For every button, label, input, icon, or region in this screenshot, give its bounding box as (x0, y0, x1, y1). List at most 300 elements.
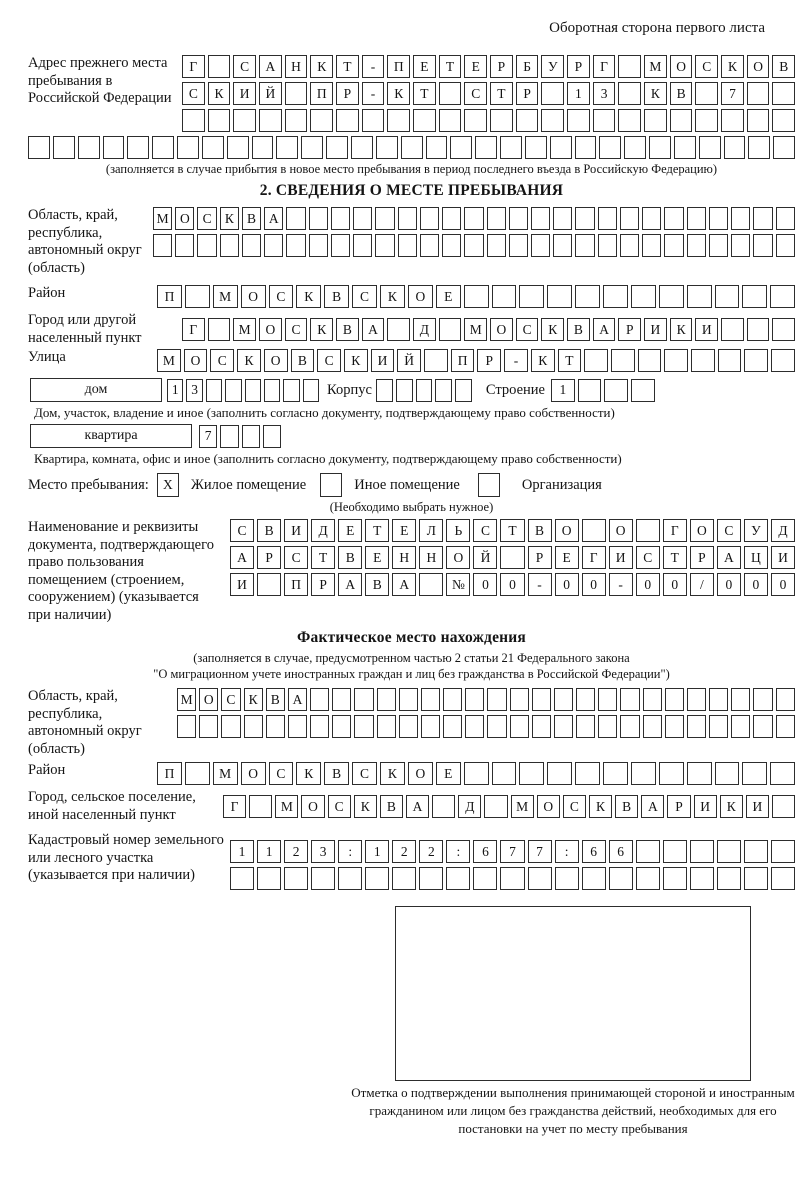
char-box[interactable]: К (296, 762, 321, 785)
char-box[interactable] (724, 136, 746, 159)
char-box[interactable] (776, 715, 795, 738)
char-box[interactable] (202, 136, 224, 159)
char-box[interactable]: 7 (500, 840, 524, 863)
char-box[interactable] (721, 109, 744, 132)
char-box[interactable] (620, 715, 639, 738)
char-box[interactable]: Т (439, 55, 462, 78)
char-box[interactable] (185, 762, 210, 785)
char-box[interactable] (225, 379, 241, 402)
char-box[interactable]: Ь (446, 519, 470, 542)
char-box[interactable] (473, 867, 497, 890)
char-box[interactable]: Е (365, 546, 389, 569)
char-box[interactable]: У (541, 55, 564, 78)
char-box[interactable]: М (644, 55, 667, 78)
char-box[interactable] (332, 688, 351, 711)
char-box[interactable] (553, 207, 572, 230)
char-box[interactable] (731, 207, 750, 230)
char-box[interactable] (618, 82, 641, 105)
char-box[interactable] (636, 867, 660, 890)
char-box[interactable]: Т (311, 546, 335, 569)
char-box[interactable] (776, 688, 795, 711)
char-box[interactable]: Е (392, 519, 416, 542)
char-box[interactable] (772, 795, 795, 818)
char-box[interactable]: А (392, 573, 416, 596)
char-box[interactable]: Д (311, 519, 335, 542)
char-box[interactable]: О (690, 519, 714, 542)
char-box[interactable]: 2 (284, 840, 308, 863)
char-box[interactable]: О (747, 55, 770, 78)
char-box[interactable]: П (157, 762, 182, 785)
char-box[interactable] (748, 136, 770, 159)
char-box[interactable] (490, 109, 513, 132)
char-box[interactable] (604, 379, 628, 402)
char-box[interactable]: Е (338, 519, 362, 542)
char-box[interactable]: 1 (567, 82, 590, 105)
char-box[interactable] (532, 715, 551, 738)
char-box[interactable] (663, 867, 687, 890)
char-box[interactable] (419, 573, 443, 596)
fact-oblast-row-2[interactable] (177, 715, 795, 738)
char-box[interactable] (492, 762, 517, 785)
char-box[interactable]: С (233, 55, 256, 78)
char-box[interactable]: Т (365, 519, 389, 542)
char-box[interactable] (365, 867, 389, 890)
char-box[interactable] (487, 688, 506, 711)
char-box[interactable] (242, 425, 260, 448)
kvartira-cells[interactable] (199, 425, 281, 448)
char-box[interactable]: Е (436, 285, 461, 308)
char-box[interactable] (772, 82, 795, 105)
char-box[interactable]: К (344, 349, 368, 372)
char-box[interactable]: Д (458, 795, 481, 818)
char-box[interactable] (664, 349, 688, 372)
char-box[interactable]: И (771, 546, 795, 569)
char-box[interactable] (413, 109, 436, 132)
korpus-cells[interactable] (376, 379, 472, 402)
char-box[interactable] (464, 762, 489, 785)
char-box[interactable]: Р (257, 546, 281, 569)
char-box[interactable]: Г (582, 546, 606, 569)
char-box[interactable] (283, 379, 299, 402)
char-box[interactable]: С (328, 795, 351, 818)
char-box[interactable] (636, 519, 660, 542)
char-box[interactable] (642, 207, 661, 230)
char-box[interactable] (500, 546, 524, 569)
char-box[interactable]: М (213, 762, 238, 785)
char-box[interactable] (747, 109, 770, 132)
char-box[interactable] (443, 715, 462, 738)
char-box[interactable] (197, 234, 216, 257)
char-box[interactable] (547, 285, 572, 308)
char-box[interactable]: В (615, 795, 638, 818)
char-box[interactable] (450, 136, 472, 159)
char-box[interactable]: 7 (199, 425, 217, 448)
char-box[interactable] (353, 207, 372, 230)
char-box[interactable]: 0 (771, 573, 795, 596)
char-box[interactable]: 0 (663, 573, 687, 596)
char-box[interactable] (331, 234, 350, 257)
char-box[interactable] (578, 379, 602, 402)
char-box[interactable]: В (772, 55, 795, 78)
char-box[interactable] (687, 207, 706, 230)
char-box[interactable]: Г (182, 318, 205, 341)
char-box[interactable]: С (352, 285, 377, 308)
char-box[interactable] (286, 207, 305, 230)
char-box[interactable] (636, 840, 660, 863)
char-box[interactable]: В (365, 573, 389, 596)
char-box[interactable] (620, 207, 639, 230)
char-box[interactable]: М (177, 688, 196, 711)
char-box[interactable] (301, 136, 323, 159)
char-box[interactable] (631, 285, 656, 308)
char-box[interactable] (663, 840, 687, 863)
char-box[interactable]: В (528, 519, 552, 542)
oblast-row-2[interactable] (153, 234, 795, 257)
char-box[interactable] (718, 349, 742, 372)
char-box[interactable] (554, 715, 573, 738)
char-box[interactable]: О (490, 318, 513, 341)
kadastr-row-2[interactable] (230, 867, 795, 890)
char-box[interactable] (252, 136, 274, 159)
char-box[interactable] (598, 715, 617, 738)
char-box[interactable]: В (291, 349, 315, 372)
prev-address-row-2[interactable] (182, 82, 795, 105)
char-box[interactable] (377, 715, 396, 738)
char-box[interactable] (593, 109, 616, 132)
char-box[interactable]: С (636, 546, 660, 569)
char-box[interactable] (687, 762, 712, 785)
char-box[interactable] (416, 379, 433, 402)
char-box[interactable] (742, 285, 767, 308)
char-box[interactable]: С (269, 762, 294, 785)
char-box[interactable] (753, 688, 772, 711)
char-box[interactable] (665, 715, 684, 738)
char-box[interactable] (206, 379, 222, 402)
char-box[interactable] (631, 379, 655, 402)
char-box[interactable]: К (354, 795, 377, 818)
char-box[interactable] (687, 688, 706, 711)
char-box[interactable] (276, 136, 298, 159)
char-box[interactable] (244, 715, 263, 738)
char-box[interactable] (326, 136, 348, 159)
char-box[interactable]: С (285, 318, 308, 341)
char-box[interactable] (220, 234, 239, 257)
char-box[interactable] (575, 762, 600, 785)
char-box[interactable] (500, 867, 524, 890)
char-box[interactable]: О (301, 795, 324, 818)
char-box[interactable]: О (408, 762, 433, 785)
char-box[interactable] (771, 867, 795, 890)
char-box[interactable]: А (593, 318, 616, 341)
char-box[interactable] (699, 136, 721, 159)
char-box[interactable] (387, 318, 410, 341)
char-box[interactable] (582, 519, 606, 542)
char-box[interactable] (249, 795, 272, 818)
char-box[interactable]: 0 (473, 573, 497, 596)
char-box[interactable]: А (717, 546, 741, 569)
doc-row-2[interactable] (230, 546, 795, 569)
char-box[interactable] (531, 207, 550, 230)
prev-address-row-3[interactable] (182, 109, 795, 132)
kvartira-field-box[interactable]: квартира (30, 424, 192, 448)
char-box[interactable]: Й (259, 82, 282, 105)
char-box[interactable] (399, 715, 418, 738)
char-box[interactable]: А (406, 795, 429, 818)
char-box[interactable]: Ц (744, 546, 768, 569)
char-box[interactable] (721, 318, 744, 341)
char-box[interactable] (28, 136, 50, 159)
char-box[interactable] (709, 234, 728, 257)
char-box[interactable]: Й (473, 546, 497, 569)
char-box[interactable]: О (241, 285, 266, 308)
fact-raion-row[interactable] (157, 762, 795, 785)
char-box[interactable] (257, 867, 281, 890)
char-box[interactable]: Р (567, 55, 590, 78)
char-box[interactable]: 7 (721, 82, 744, 105)
char-box[interactable] (643, 688, 662, 711)
char-box[interactable] (528, 867, 552, 890)
char-box[interactable]: Л (419, 519, 443, 542)
char-box[interactable]: О (199, 688, 218, 711)
char-box[interactable]: И (284, 519, 308, 542)
char-box[interactable] (420, 207, 439, 230)
char-box[interactable] (284, 867, 308, 890)
char-box[interactable] (221, 715, 240, 738)
char-box[interactable] (53, 136, 75, 159)
char-box[interactable] (555, 867, 579, 890)
prev-address-row-4[interactable] (28, 136, 795, 159)
char-box[interactable] (245, 379, 261, 402)
char-box[interactable] (687, 715, 706, 738)
char-box[interactable]: О (184, 349, 208, 372)
char-box[interactable] (309, 234, 328, 257)
char-box[interactable] (464, 207, 483, 230)
char-box[interactable]: О (408, 285, 433, 308)
char-box[interactable]: К (296, 285, 321, 308)
char-box[interactable] (516, 109, 539, 132)
char-box[interactable] (576, 715, 595, 738)
char-box[interactable] (715, 762, 740, 785)
char-box[interactable]: К (380, 762, 405, 785)
char-box[interactable]: - (528, 573, 552, 596)
char-box[interactable] (510, 688, 529, 711)
char-box[interactable]: № (446, 573, 470, 596)
char-box[interactable] (541, 82, 564, 105)
char-box[interactable]: 6 (473, 840, 497, 863)
char-box[interactable]: К (310, 318, 333, 341)
char-box[interactable] (387, 109, 410, 132)
char-box[interactable] (376, 379, 393, 402)
char-box[interactable] (753, 715, 772, 738)
char-box[interactable] (465, 715, 484, 738)
char-box[interactable] (421, 688, 440, 711)
char-box[interactable]: С (269, 285, 294, 308)
char-box[interactable] (398, 234, 417, 257)
char-box[interactable] (185, 285, 210, 308)
char-box[interactable] (264, 379, 280, 402)
char-box[interactable] (443, 688, 462, 711)
char-box[interactable] (484, 795, 507, 818)
char-box[interactable] (439, 109, 462, 132)
char-box[interactable]: О (446, 546, 470, 569)
char-box[interactable] (575, 285, 600, 308)
char-box[interactable] (747, 318, 770, 341)
char-box[interactable]: И (371, 349, 395, 372)
char-box[interactable]: Р (477, 349, 501, 372)
char-box[interactable]: Р (311, 573, 335, 596)
char-box[interactable] (532, 688, 551, 711)
char-box[interactable] (375, 207, 394, 230)
ulitsa-row[interactable] (157, 349, 795, 372)
char-box[interactable] (375, 234, 394, 257)
char-box[interactable]: Р (336, 82, 359, 105)
char-box[interactable] (609, 867, 633, 890)
char-box[interactable] (377, 688, 396, 711)
char-box[interactable] (670, 109, 693, 132)
char-box[interactable]: В (670, 82, 693, 105)
char-box[interactable] (331, 207, 350, 230)
char-box[interactable]: К (589, 795, 612, 818)
char-box[interactable] (78, 136, 100, 159)
char-box[interactable]: М (464, 318, 487, 341)
doc-row-3[interactable] (230, 573, 795, 596)
char-box[interactable] (709, 715, 728, 738)
char-box[interactable] (177, 136, 199, 159)
char-box[interactable] (103, 136, 125, 159)
kadastr-row-1[interactable] (230, 840, 795, 863)
char-box[interactable]: К (244, 688, 263, 711)
char-box[interactable]: С (284, 546, 308, 569)
checkbox-inoe[interactable] (320, 473, 342, 497)
char-box[interactable] (354, 688, 373, 711)
char-box[interactable]: А (230, 546, 254, 569)
char-box[interactable]: / (690, 573, 714, 596)
char-box[interactable] (742, 762, 767, 785)
char-box[interactable] (772, 109, 795, 132)
char-box[interactable]: К (237, 349, 261, 372)
char-box[interactable] (338, 867, 362, 890)
char-box[interactable] (208, 55, 231, 78)
char-box[interactable]: О (175, 207, 194, 230)
char-box[interactable] (285, 82, 308, 105)
char-box[interactable] (687, 234, 706, 257)
char-box[interactable] (618, 55, 641, 78)
char-box[interactable] (603, 762, 628, 785)
char-box[interactable]: Н (392, 546, 416, 569)
char-box[interactable] (674, 136, 696, 159)
char-box[interactable]: В (257, 519, 281, 542)
char-box[interactable] (487, 207, 506, 230)
char-box[interactable] (421, 715, 440, 738)
char-box[interactable] (709, 207, 728, 230)
char-box[interactable]: К (541, 318, 564, 341)
char-box[interactable] (575, 234, 594, 257)
char-box[interactable] (744, 349, 768, 372)
char-box[interactable]: Г (223, 795, 246, 818)
char-box[interactable] (567, 109, 590, 132)
char-box[interactable] (419, 867, 443, 890)
char-box[interactable]: 3 (593, 82, 616, 105)
char-box[interactable] (519, 285, 544, 308)
char-box[interactable] (525, 136, 547, 159)
char-box[interactable] (464, 234, 483, 257)
char-box[interactable]: : (446, 840, 470, 863)
char-box[interactable]: Р (667, 795, 690, 818)
char-box[interactable]: 0 (500, 573, 524, 596)
char-box[interactable] (717, 867, 741, 890)
char-box[interactable]: Т (663, 546, 687, 569)
char-box[interactable] (770, 762, 795, 785)
char-box[interactable]: И (746, 795, 769, 818)
char-box[interactable]: Р (528, 546, 552, 569)
char-box[interactable]: 0 (717, 573, 741, 596)
char-box[interactable] (285, 109, 308, 132)
char-box[interactable] (690, 840, 714, 863)
char-box[interactable] (455, 379, 472, 402)
char-box[interactable] (753, 207, 772, 230)
char-box[interactable]: Г (663, 519, 687, 542)
char-box[interactable]: А (362, 318, 385, 341)
char-box[interactable]: Т (500, 519, 524, 542)
char-box[interactable]: С (182, 82, 205, 105)
char-box[interactable] (687, 285, 712, 308)
char-box[interactable] (227, 136, 249, 159)
char-box[interactable]: О (241, 762, 266, 785)
char-box[interactable]: Д (413, 318, 436, 341)
char-box[interactable]: Е (413, 55, 436, 78)
char-box[interactable] (177, 715, 196, 738)
char-box[interactable] (644, 109, 667, 132)
checkbox-zhiloe[interactable]: X (157, 473, 179, 497)
char-box[interactable]: И (609, 546, 633, 569)
char-box[interactable]: И (230, 573, 254, 596)
char-box[interactable] (153, 234, 172, 257)
char-box[interactable]: К (387, 82, 410, 105)
char-box[interactable]: 3 (186, 379, 202, 402)
char-box[interactable]: : (338, 840, 362, 863)
char-box[interactable] (547, 762, 572, 785)
char-box[interactable]: Г (593, 55, 616, 78)
char-box[interactable]: 1 (551, 379, 575, 402)
char-box[interactable] (509, 207, 528, 230)
char-box[interactable] (392, 867, 416, 890)
char-box[interactable] (717, 840, 741, 863)
char-box[interactable] (709, 688, 728, 711)
char-box[interactable] (208, 318, 231, 341)
char-box[interactable] (731, 715, 750, 738)
char-box[interactable] (575, 207, 594, 230)
char-box[interactable] (263, 425, 281, 448)
prev-address-row-1[interactable] (182, 55, 795, 78)
char-box[interactable]: К (310, 55, 333, 78)
char-box[interactable] (199, 715, 218, 738)
char-box[interactable] (576, 688, 595, 711)
char-box[interactable] (598, 207, 617, 230)
char-box[interactable]: А (288, 688, 307, 711)
char-box[interactable]: М (275, 795, 298, 818)
char-box[interactable]: С (317, 349, 341, 372)
char-box[interactable] (695, 82, 718, 105)
char-box[interactable] (257, 573, 281, 596)
char-box[interactable] (464, 109, 487, 132)
char-box[interactable]: - (362, 55, 385, 78)
char-box[interactable]: О (555, 519, 579, 542)
char-box[interactable]: Н (419, 546, 443, 569)
char-box[interactable]: А (338, 573, 362, 596)
char-box[interactable]: Р (690, 546, 714, 569)
char-box[interactable]: О (537, 795, 560, 818)
char-box[interactable]: - (609, 573, 633, 596)
